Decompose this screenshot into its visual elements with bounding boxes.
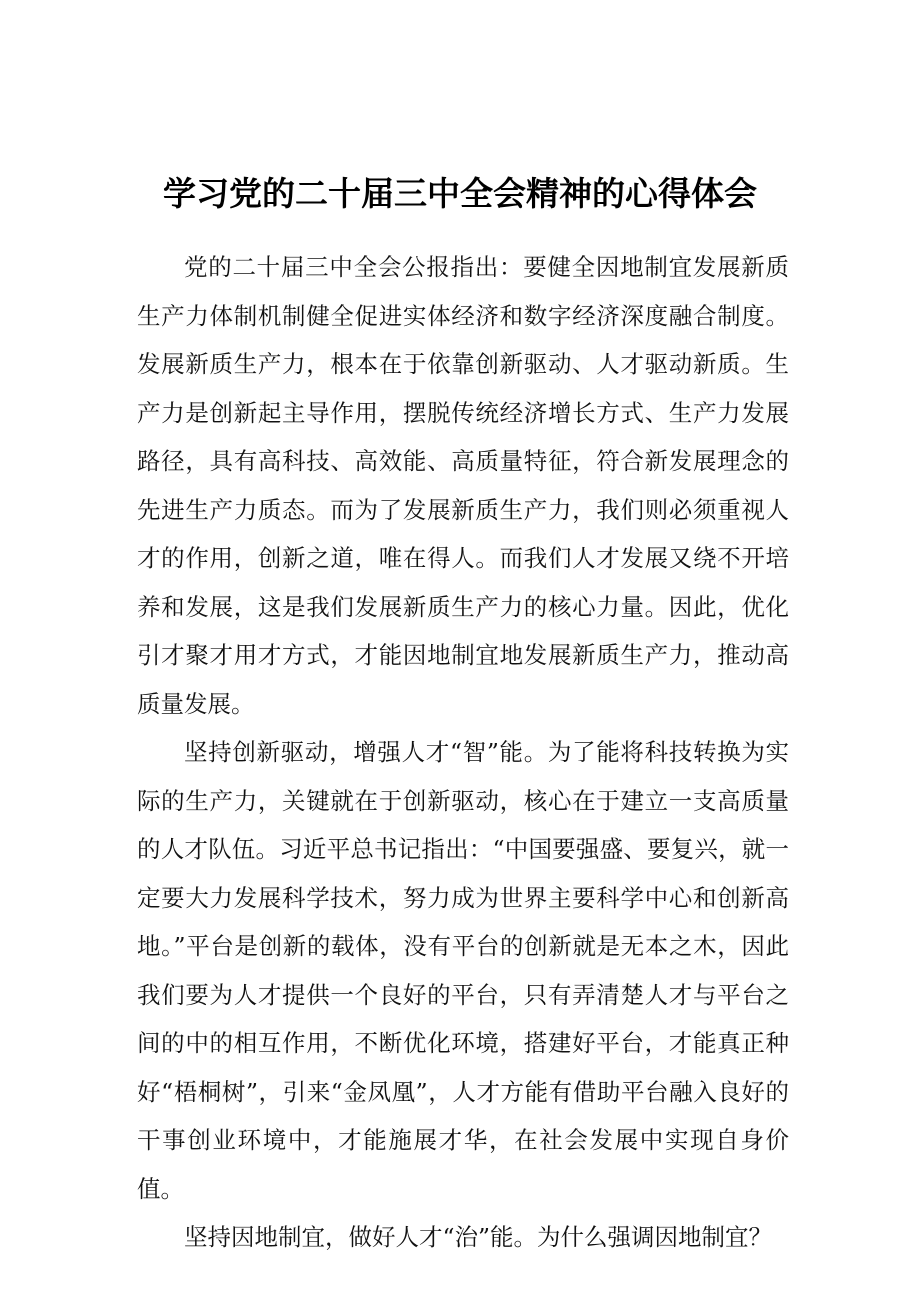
paragraph-3: 坚持因地制宜，做好人才“治”能。为什么强调因地制宜？: [184, 1223, 773, 1251]
document-title: 学习党的二十届三中全会精神的心得体会: [163, 174, 757, 213]
paragraph-1: 党的二十届三中全会公报指出：要健全因地制宜发展新质生产力体制机制健全促进实体经济和数字经济深度融合制度。发展新质生产力，根本在于依靠创新驱动、人才驱动新质。生产力是创新起主导作用，摆脱传统经济增长方式、生产力发展路径，具有高科技、高效能、高质量特征，符合新发展理念的先进生产力质态。而为了发展新质生产力，我们则必须重视人才的作用，创新之道，唯在得人。而我们人才发展又绕不开培养和发展，这是我们发展新质生产力的核心力量。因此，优化引才聚才用才方式，才能因地制宜地发展新质生产力，推动高质量发展。: [137, 253, 789, 718]
document-body: [137, 243, 789, 1262]
paragraph-2: 坚持创新驱动，增强人才“智”能。为了能将科技转换为实际的生产力，关键就在于创新驱动，核心在于建立一支高质量的人才队伍。习近平总书记指出：“中国要强盛、要复兴，就一定要大力发展科学技术，努力成为世界主要科学中心和创新高地。”平台是创新的载体，没有平台的创新就是无本之木，因此我们要为人才提供一个良好的平台，只有弄清楚人才与平台之间的中的相互作用，不断优化环境，搭建好平台，才能真正种好“梧桐树”，引来“金凤凰”，人才方能有借助平台融入良好的干事创业环境中，才能施展才华，在社会发展中实现自身价值。: [137, 738, 789, 1203]
